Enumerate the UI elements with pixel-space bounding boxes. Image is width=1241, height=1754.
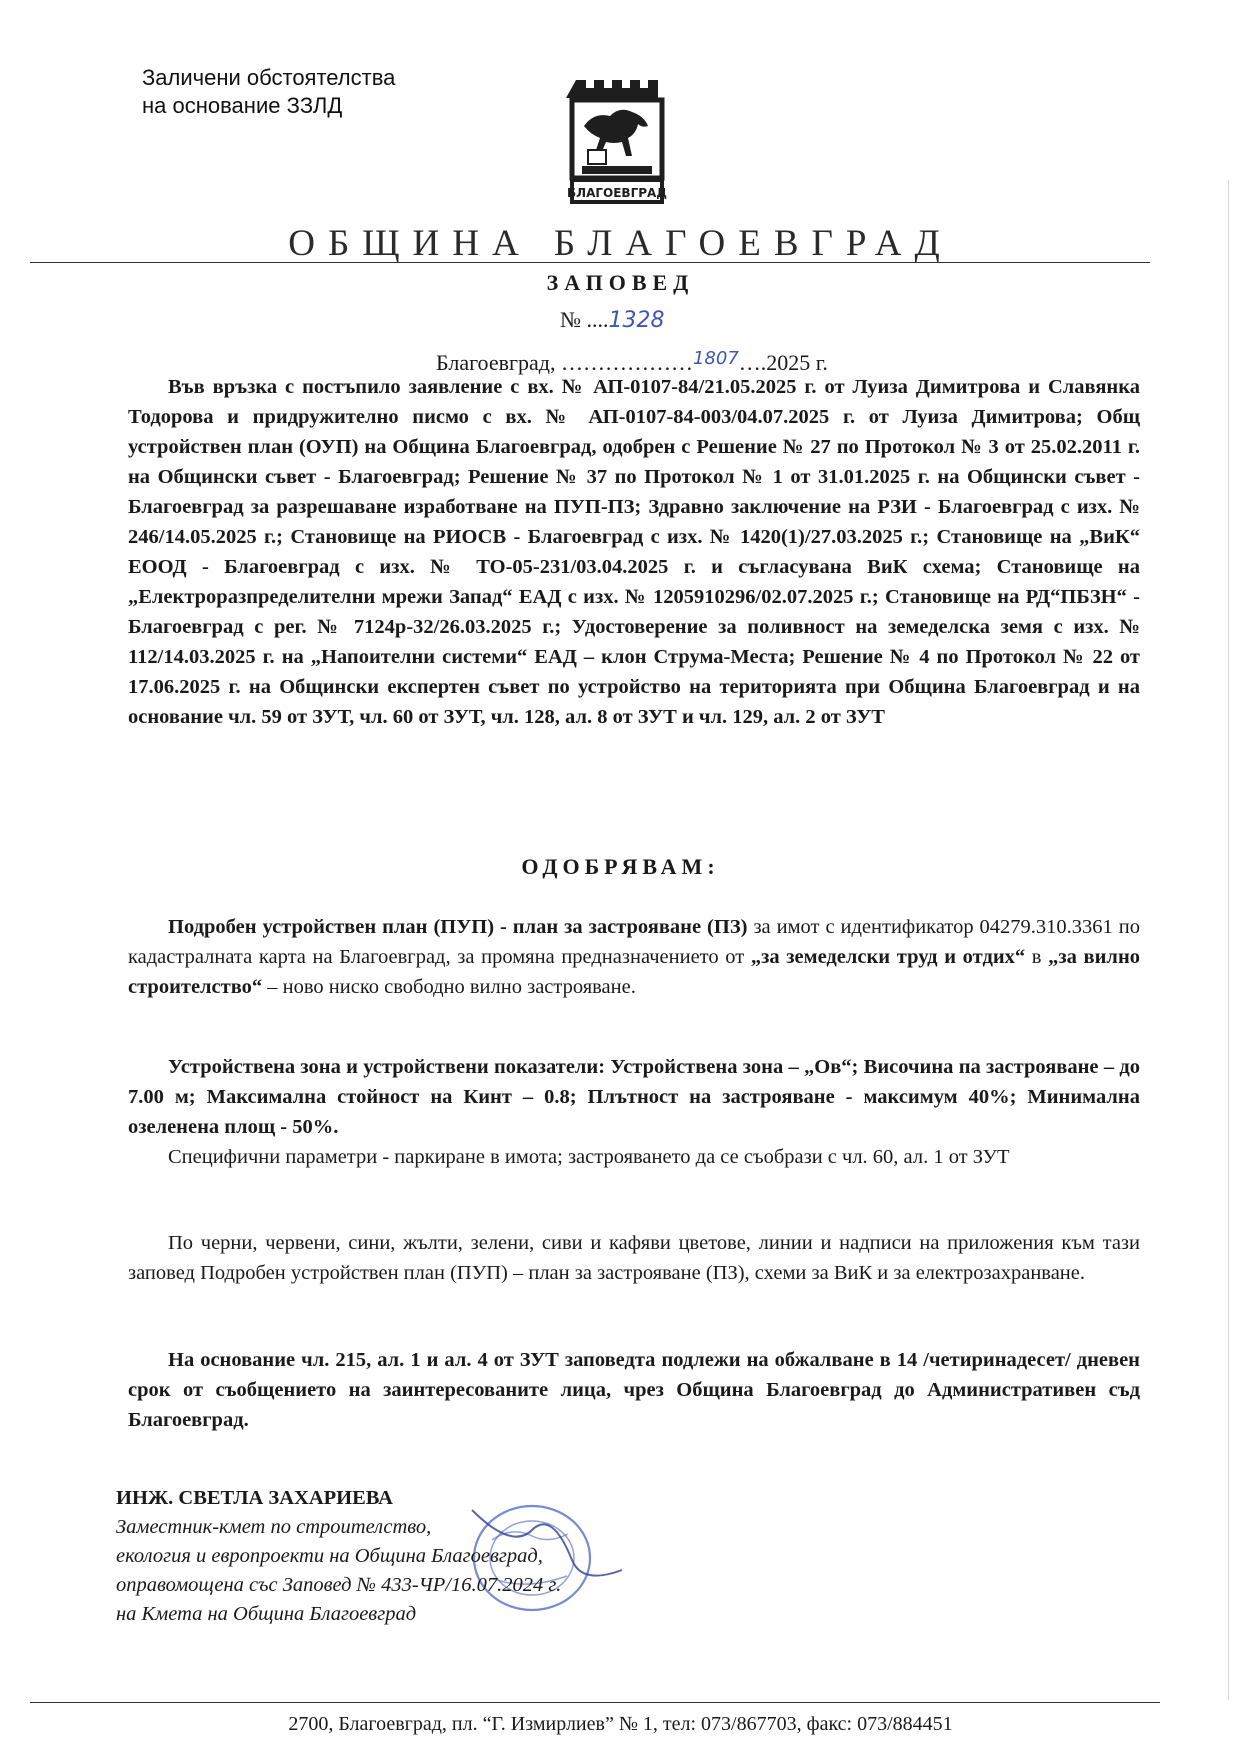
appeal-paragraph [128, 1345, 1140, 1435]
redaction-note [142, 64, 395, 120]
scan-edge [1228, 180, 1229, 1700]
footer-address: 2700, Благоевград, пл. “Г. Измирлиев” № 1, тел: 073/867703, факс: 073/884451 [288, 1713, 953, 1735]
municipality-crest-logo [562, 74, 672, 209]
plan-to-purpose: „за вилно строителство“ [128, 946, 1140, 998]
signatory-title-line1: Заместник-кмет по строителство, [116, 1516, 432, 1538]
redaction-note-line2: на основание ЗЗЛД [142, 93, 343, 118]
plan-from-purpose: „за земеделски труд и отдих“ [750, 946, 1026, 968]
approve-heading: ОДОБРЯВАМ: [521, 854, 720, 879]
order-place-suffix: ….2025 г. [738, 350, 828, 375]
intro-paragraph [128, 372, 1140, 732]
plan-text-3: – ново ниско свободно вилно застрояване. [262, 976, 636, 998]
signature-block [116, 1484, 561, 1629]
footer-divider [30, 1702, 1160, 1703]
zoning-indicators: Устройствена зона и устройствени показатели: Устройствена зона – „Ов“; Височина па застрояване – до 7.00 м; Максимална стойност на Кинт – 0.8; Плътност на застрояване - максимум 40%; Минимална озеленена площ - 50%. [128, 1056, 1140, 1138]
order-number-prefix: № .... [560, 307, 609, 332]
crest-label: БЛАГОЕВГРАД [566, 186, 668, 200]
document-type: ЗАПОВЕД [546, 270, 695, 295]
order-place-prefix: Благоевград, ……………… [436, 350, 693, 375]
header-divider [30, 262, 1150, 263]
appeal-text: На основание чл. 215, ал. 1 и ал. 4 от ЗУТ заповедта подлежи на обжалване в 14 /четиринадесет/ дневен срок от съобщението на заинтересованите лица, чрез Община Благоевград до Административен съд Благоевград. [128, 1349, 1140, 1431]
attachments-paragraph [128, 1228, 1140, 1288]
signatory-title-line3: оправомощена със Заповед № 433-ЧР/16.07.2024 г. [116, 1574, 562, 1596]
order-date-handwritten: 1807 [692, 348, 739, 369]
plan-text-2: в [1025, 946, 1049, 968]
plan-paragraph [128, 912, 1140, 1002]
header-title: ОБЩИНА БЛАГОЕВГРАД [288, 223, 953, 264]
redaction-note-line1: Заличени обстоятелства [142, 65, 396, 90]
plan-text-1: за имот с идентификатор 04279.310.3361 по кадастралната карта на Благоевград, за промяна предназначението от [128, 916, 1140, 968]
signatory-title-line2: екология и европроекти на Община Благоевград, [116, 1545, 543, 1567]
signatory-name: ИНЖ. СВЕТЛА ЗАХАРИЕВА [116, 1487, 393, 1509]
order-number [560, 307, 665, 333]
attachments-text: По черни, червени, сини, жълти, зелени, сиви и кафяви цветове, линии и надписи на приложения към тази заповед Подробен устройствен план (ПУП) – план за застрояване (ПЗ), схеми за ВиК и за електрозахранване. [128, 1232, 1140, 1284]
signatory-title-line4: на Кмета на Община Благоевград [116, 1603, 417, 1625]
plan-title: Подробен устройствен план (ПУП) - план за застрояване (ПЗ) [168, 916, 748, 938]
order-number-handwritten: 1328 [608, 308, 665, 333]
intro-text: Във връзка с постъпило заявление с вх. № АП-0107-84/21.05.2025 г. от Луиза Димитрова и Славянка Тодорова и придружително писмо с вх. № АП-0107-84-003/04.07.2025 г. от Луиза Димитрова; Общ устройствен план (ОУП) на Община Благоевград, одобрен с Решение № 27 по Протокол № 3 от 25.02.2011 г. на Общински съвет - Благоевград; Решение № 37 по Протокол № 1 от 31.01.2025 г. на Общински съвет - Благоевград за разрешаване изработване на ПУП-ПЗ; Здравно заключение на РЗИ - Благоевград с изх. № 246/14.05.2025 г.; Становище на РИОСВ - Благоевград с изх. № 1420(1)/27.03.2025 г.; Становище на „ВиК“ ЕООД - Благоевград с изх. № ТО-05-231/03.04.2025 г. и съгласувана ВиК схема; Становище на „Електроразпределителни мрежи Запад“ ЕАД с изх. № 1205910296/02.07.2025 г.; Становище на РД“ПБЗН“ - Благоевград с рег. № 7124р-32/26.03.2025 г.; Удостоверение за поливност на земеделска земя с изх. № 112/14.03.2025 г. на „Напоителни системи“ ЕАД – клон Струма-Места; Решение № 4 по Протокол № 22 от 17.06.2025 г. на Общински експертен съвет по устройство на територията при Община Благоевград и на основание чл. 59 от ЗУТ, чл. 60 от ЗУТ, чл. 128, ал. 8 от ЗУТ и чл. 129, ал. 2 от ЗУТ [128, 376, 1140, 728]
zoning-paragraph [128, 1052, 1140, 1172]
specific-parameters: Специфични параметри - паркиране в имота; застрояването да се съобрази с чл. 60, ал. 1 от ЗУТ [168, 1146, 1010, 1168]
